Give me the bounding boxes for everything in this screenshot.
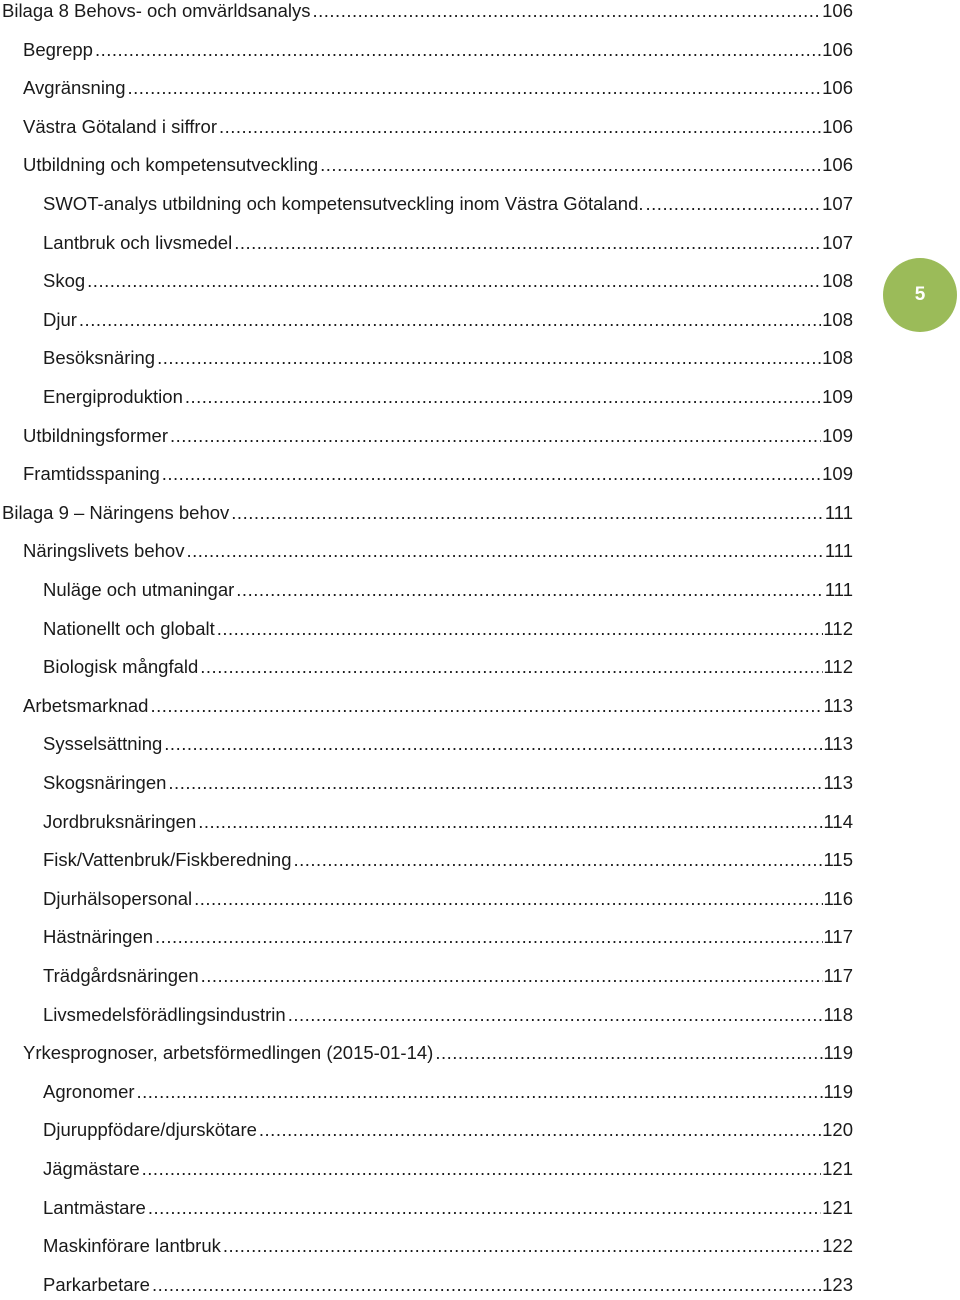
toc-entry[interactable] [0,73,853,103]
toc-dot-leader [231,498,824,528]
toc-entry-title: Jägmästare [43,1158,140,1179]
toc-entry-title: Besöksnäring [43,347,156,369]
toc-entry-title: Livsmedelsförädlingsindustrin [43,1003,286,1025]
toc-dot-leader [148,1193,821,1223]
toc-entry[interactable] [0,922,853,952]
toc-entry-page: 108 [822,308,853,330]
toc-dot-leader [288,1000,823,1030]
toc-entry[interactable] [0,1231,853,1261]
toc-entry-page: 108 [822,270,853,292]
toc-entry[interactable] [0,575,853,605]
toc-entry[interactable] [0,1000,853,1030]
toc-entry-page: 121 [822,1158,853,1179]
toc-entry[interactable] [0,884,853,914]
toc-entry-title: Agronomer [43,1080,135,1102]
page-number: 5 [914,284,926,305]
toc-entry[interactable] [0,459,853,489]
toc-dot-leader [236,575,824,605]
toc-dot-leader [200,652,822,682]
toc-dot-leader [137,1077,823,1107]
toc-entry-title: Bilaga 9 – Näringens behov [2,501,230,523]
toc-dot-leader [170,421,821,451]
toc-dot-leader [87,266,821,296]
toc-entry-title: Sysselsättning [43,733,163,755]
toc-entry-page: 106 [822,38,853,60]
toc-entry-title: Djur [43,308,77,330]
toc-entry-page: 113 [823,733,853,755]
toc-dot-leader [157,343,821,373]
toc-dot-leader [162,459,821,489]
toc-dot-leader [155,922,822,952]
toc-entry-title: Västra Götaland i siffror [23,115,217,137]
toc-entry[interactable] [0,498,853,528]
toc-entry[interactable] [0,1270,853,1300]
toc-entry[interactable] [0,1193,853,1223]
toc-dot-leader [259,1115,821,1145]
toc-entry-page: 117 [823,965,853,986]
toc-entry-title: Arbetsmarknad [23,694,149,716]
toc-entry-page: 111 [824,540,853,562]
toc-entry-page: 119 [823,1080,853,1102]
toc-entry-title: Parkarbetare [43,1273,150,1295]
toc-entry-title: Yrkesprognoser, arbetsförmedlingen (2015-01-14) [23,1042,434,1064]
toc-dot-leader [234,228,821,258]
toc-entry-page: 106 [822,154,853,176]
toc-entry-page: 113 [823,694,853,716]
toc-entry[interactable] [0,691,853,721]
toc-entry[interactable] [0,35,853,65]
toc-entry-title: Framtidsspaning [23,463,160,485]
toc-entry-page: 109 [822,463,853,485]
toc-entry-page: 116 [823,887,853,909]
toc-entry-title: Jordbruksnäringen [43,810,197,832]
toc-entry[interactable] [0,1154,853,1184]
toc-dot-leader [186,536,823,566]
toc-entry-page: 112 [823,617,853,639]
toc-entry-title: Begrepp [23,38,93,60]
toc-dot-leader [142,1154,821,1184]
toc-entry-title: Skog [43,270,86,292]
toc-entry[interactable] [0,536,853,566]
toc-entry-title: Trädgårdsnäringen [43,965,199,986]
toc-entry-page: 123 [822,1273,853,1295]
toc-entry-page: 117 [823,926,853,948]
toc-entry[interactable] [0,807,853,837]
toc-entry-title: Skogsnäringen [43,772,167,793]
toc-entry-page: 106 [822,77,853,99]
toc-entry[interactable] [0,343,853,373]
toc-entry[interactable] [0,0,853,26]
toc-dot-leader [219,112,821,142]
toc-dot-leader [217,614,823,644]
toc-entry-page: 109 [822,424,853,446]
toc-entry[interactable] [0,652,853,682]
toc-entry-page: 106 [822,115,853,137]
toc-dot-leader [164,729,822,759]
toc-entry-page: 121 [822,1196,853,1218]
toc-entry-page: 122 [822,1235,853,1257]
toc-entry-page: 119 [823,1042,853,1064]
toc-entry-title: Lantmästare [43,1196,146,1218]
toc-entry-title: Utbildningsformer [23,424,168,446]
toc-entry-page: 120 [822,1119,853,1141]
toc-entry-title: Djuruppfödare/djurskötare [43,1119,257,1141]
toc-entry[interactable] [0,768,853,798]
toc-entry-title: Utbildning och kompetensutveckling [23,154,319,176]
toc-entry[interactable] [0,1115,853,1145]
toc-entry[interactable] [0,150,853,180]
toc-entry[interactable] [0,112,853,142]
toc-entry[interactable] [0,845,853,875]
toc-entry-title: Energiproduktion [43,386,183,407]
toc-entry[interactable] [0,228,853,258]
toc-entry-page: 109 [822,386,853,407]
toc-dot-leader [201,961,823,991]
toc-entry-title: Maskinförare lantbruk [43,1235,221,1257]
toc-entry-page: 118 [823,1003,853,1025]
toc-entry[interactable] [0,266,853,296]
toc-dot-leader [320,150,821,180]
toc-dot-leader [198,807,822,837]
toc-entry-page: 115 [823,849,853,871]
toc-dot-leader [194,884,822,914]
toc-entry-title: Bilaga 8 Behovs- och omvärldsanalys [2,0,311,21]
toc-entry[interactable] [0,1038,853,1068]
toc-entry[interactable] [0,729,853,759]
page-number-badge [883,258,957,332]
toc-entry-title: Fisk/Vattenbruk/Fiskberedning [43,849,292,871]
toc-entry-page: 108 [822,347,853,369]
toc-dot-leader [150,691,822,721]
toc-dot-leader [95,35,821,65]
toc-entry-page: 107 [822,231,853,253]
toc-entry-page: 113 [823,772,853,793]
toc-dot-leader [294,845,823,875]
toc-dot-leader [646,189,822,219]
toc-dot-leader [313,0,822,26]
toc-entry-page: 111 [824,579,853,600]
toc-entry[interactable] [0,189,853,219]
toc-entry-title: Hästnäringen [43,926,154,948]
toc-entry[interactable] [0,421,853,451]
toc-entry-page: 111 [824,501,853,523]
toc-entry-page: 107 [822,193,853,214]
toc-dot-leader [168,768,822,798]
toc-dot-leader [152,1270,821,1300]
toc-entry-page: 106 [822,0,853,21]
toc-entry[interactable] [0,382,853,412]
toc-entry-page: 112 [823,656,853,678]
toc-entry-title: Avgränsning [23,77,126,99]
toc-entry[interactable] [0,961,853,991]
toc-dot-leader [79,305,821,335]
toc-entry[interactable] [0,305,853,335]
toc-dot-leader [223,1231,821,1261]
toc-dot-leader [185,382,821,412]
toc-entry-title: Nationellt och globalt [43,617,215,639]
toc-entry-title: Lantbruk och livsmedel [43,231,233,253]
toc-dot-leader [435,1038,822,1068]
toc-entry-title: Nuläge och utmaningar [43,579,235,600]
toc-entry-title: Biologisk mångfald [43,656,199,678]
toc-entry-title: Djurhälsopersonal [43,887,193,909]
toc-dot-leader [128,73,822,103]
toc-entry[interactable] [0,1077,853,1107]
toc-entry[interactable] [0,614,853,644]
toc-entry-title: Näringslivets behov [23,540,185,562]
toc-entry-title: SWOT-analys utbildning och kompetensutveckling inom Västra Götaland. [43,193,644,214]
toc-entry-page: 114 [823,810,853,832]
